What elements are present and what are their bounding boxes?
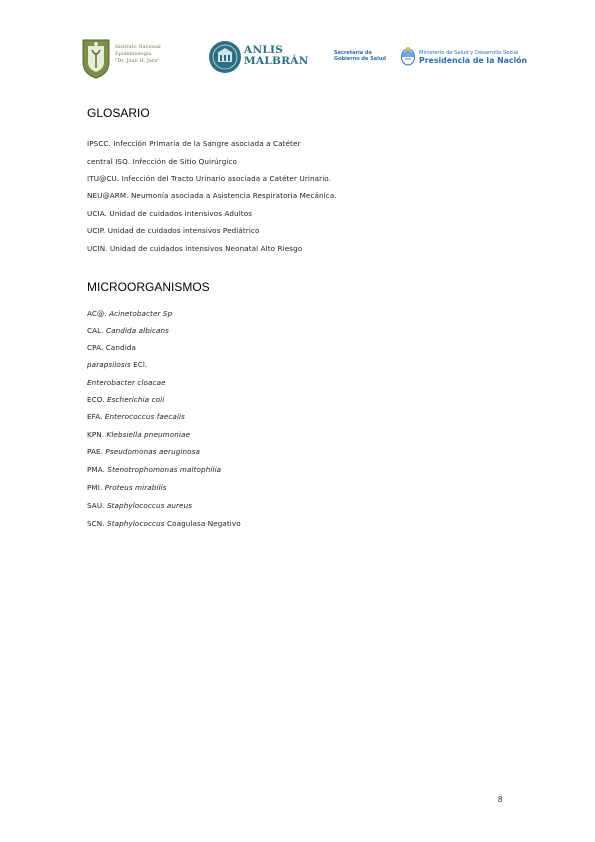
- microorganism-item: [87, 447, 200, 456]
- micro-code: ECO.: [87, 395, 105, 404]
- presidencia-line: Presidencia de la Nación: [419, 56, 528, 65]
- micro-code: PAE.: [87, 447, 104, 456]
- microorganism-item: [87, 326, 169, 335]
- glosario-line: IPSCC. Infección Primaria de la Sangre asociada a Catéter: [87, 139, 301, 148]
- argentina-shield-icon: [400, 45, 416, 67]
- micro-code: SCN.: [87, 519, 105, 528]
- instituto-line-1: Instituto Nacional: [115, 44, 161, 50]
- ministerio-logo: [400, 45, 528, 73]
- microorganism-item: [87, 378, 166, 387]
- instituto-line-3: "Dr. Juan H. Jara": [115, 58, 160, 64]
- micro-code: KPN.: [87, 430, 105, 439]
- micro-name: Staphylococcus aureus: [106, 501, 193, 510]
- microorganismos-title: MICROORGANISMOS: [87, 280, 210, 294]
- ministerio-line-1: Ministerio de Salud y Desarrollo Social: [419, 50, 519, 56]
- microorganism-item: [87, 395, 164, 404]
- glosario-line: UCIP. Unidad de cuidados intensivos Pediátrico: [87, 226, 260, 235]
- micro-rest: Candida: [105, 343, 136, 352]
- glosario-line: central ISQ. Infección de Sitio Quirúrgico: [87, 157, 238, 166]
- glosario-line: UCIA. Unidad de cuidados intensivos Adultos: [87, 209, 253, 218]
- anlis-logo: [208, 40, 324, 78]
- micro-name: Klebsiella pneumoniae: [106, 430, 191, 439]
- secretaria-logo: [334, 50, 394, 70]
- micro-name: Proteus mirabilis: [104, 483, 167, 492]
- microorganism-item: [87, 501, 192, 510]
- malbran-name: MALBRÁN: [244, 55, 309, 67]
- header-logos: [80, 32, 528, 86]
- anlis-seal-icon: [208, 40, 242, 74]
- glosario-line: NEU@ARM. Neumonía asociada a Asistencia Respiratoria Mecánica.: [87, 191, 337, 200]
- instituto-line-2: Epidemiología: [115, 51, 152, 57]
- micro-name: Acinetobacter Sp: [109, 309, 173, 318]
- micro-name: Stenotrophomonas maltophilia: [107, 465, 222, 474]
- micro-rest: ECl.: [133, 360, 148, 369]
- micro-code: PMI.: [87, 483, 103, 492]
- micro-name: Escherichia coli: [107, 395, 165, 404]
- micro-name: parapsilosis: [87, 360, 131, 369]
- glosario-line: ITU@CU. Infección del Tracto Urinario asociada a Catéter Urinario.: [87, 174, 332, 183]
- page-number: 8: [498, 795, 503, 804]
- secretaria-line-2: Gobierno de Salud: [334, 56, 386, 62]
- micro-code: CPA.: [87, 343, 104, 352]
- microorganism-item: [87, 483, 167, 492]
- micro-rest: Coagulasa Negativo: [166, 519, 241, 528]
- microorganism-item: [87, 343, 136, 352]
- micro-code: AC@.: [87, 309, 107, 318]
- instituto-emblem-icon: [80, 36, 112, 80]
- micro-name: Enterococcus faecalis: [104, 412, 185, 421]
- glosario-title: GLOSARIO: [87, 106, 150, 120]
- micro-name: Pseudomonas aeruginosa: [105, 447, 201, 456]
- microorganism-item: [87, 465, 221, 474]
- glosario-line: UCIN. Unidad de cuidados intensivos Neonatal Alto Riesgo: [87, 244, 303, 253]
- secretaria-line-1: Secretaría de: [334, 50, 372, 56]
- micro-name: Candida albicans: [106, 326, 170, 335]
- microorganism-item: [87, 412, 185, 421]
- micro-name: Enterobacter cloacae: [87, 378, 166, 387]
- micro-code: PMA.: [87, 465, 106, 474]
- microorganism-item: [87, 430, 190, 439]
- micro-code: EFA.: [87, 412, 103, 421]
- microorganism-item: [87, 360, 147, 369]
- microorganism-item: [87, 519, 241, 528]
- micro-name: Staphylococcus: [107, 519, 165, 528]
- microorganism-item: [87, 309, 172, 318]
- anlis-name: ANLIS: [244, 44, 284, 56]
- instituto-logo: [80, 36, 190, 80]
- micro-code: CAL.: [87, 326, 104, 335]
- micro-code: SAU.: [87, 501, 105, 510]
